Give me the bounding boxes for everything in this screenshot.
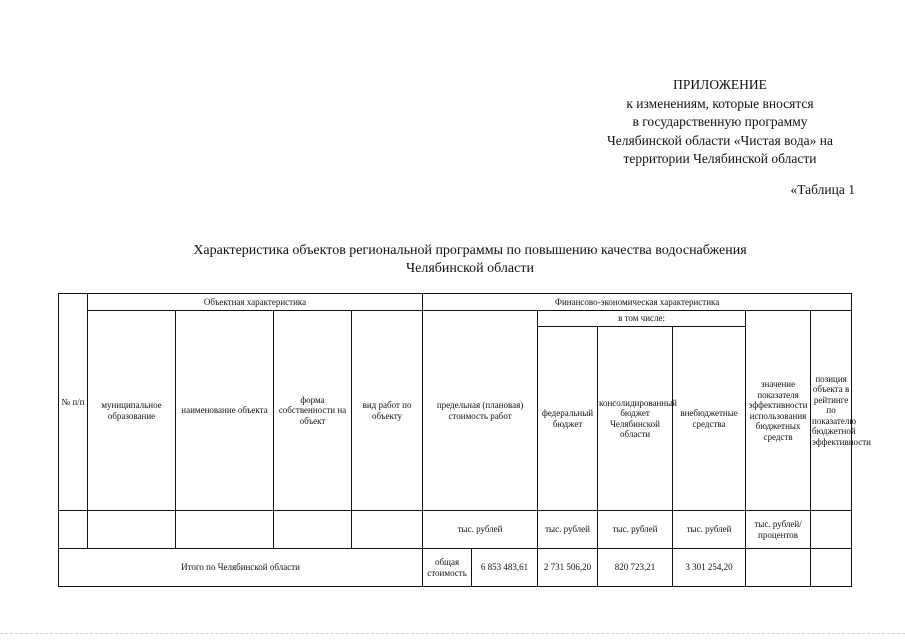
unit-federal: тыс. рублей [538, 511, 598, 549]
header-num: № п/п [59, 294, 88, 511]
total-efficiency-value [746, 549, 811, 587]
appendix-line: Челябинской области «Чистая вода» на [607, 132, 833, 148]
appendix-heading: ПРИЛОЖЕНИЕ [673, 77, 767, 92]
header-including: в том числе: [538, 311, 746, 327]
total-consolidated-value: 820 723,21 [598, 549, 673, 587]
scan-edge-artifact [0, 633, 905, 635]
units-cell-empty [176, 511, 274, 549]
units-cell-empty [274, 511, 352, 549]
table-caption: «Таблица 1 [790, 182, 855, 197]
document-title [120, 242, 820, 278]
units-cell-empty [59, 511, 88, 549]
header-efficiency: значение показателя эффективности использования бюджетных средств [746, 311, 811, 511]
units-cell-empty [88, 511, 176, 549]
appendix-line: территории Челябинской области [623, 151, 817, 166]
units-cell-empty [352, 511, 423, 549]
header-municipality: муниципальное образование [88, 311, 176, 511]
total-extrabudget-value: 3 301 254,20 [673, 549, 746, 587]
header-federal: федеральный бюджет [538, 327, 598, 511]
total-cost-label: общая стоимость [423, 549, 472, 587]
appendix-block [560, 76, 880, 169]
document-title-line: Характеристика объектов региональной программы по повышению качества водоснабжения [193, 243, 747, 258]
unit-efficiency: тыс. рублей/ процентов [746, 511, 811, 549]
appendix-line: в государственную программу [632, 114, 808, 129]
group-object-header: Объектная характеристика [88, 294, 423, 311]
total-federal-value: 2 731 506,20 [538, 549, 598, 587]
unit-consolidated: тыс. рублей [598, 511, 673, 549]
header-work-type: вид работ по объекту [352, 311, 423, 511]
total-rating-value [811, 549, 852, 587]
header-consolidated: консолидированный бюджет Челябинской области [598, 327, 673, 511]
header-extrabudget: внебюджетные средства [673, 327, 746, 511]
total-label: Итого по Челябинской области [59, 549, 423, 587]
document-title-line: Челябинской области [406, 261, 534, 276]
units-cell-empty [811, 511, 852, 549]
group-finance-header: Финансово-экономическая характеристика [423, 294, 852, 311]
total-row [59, 549, 852, 587]
header-rating: позиция объекта в рейтинге по показателю бюджетной эффективности [811, 311, 852, 511]
header-object-name: наименование объекта [176, 311, 274, 511]
header-cost: предельная (плановая) стоимость работ [423, 311, 538, 511]
header-ownership: форма собственности на объект [274, 311, 352, 511]
appendix-line: к изменениям, которые вносятся [626, 95, 814, 111]
unit-cost: тыс. рублей [423, 511, 538, 549]
unit-extrabudget: тыс. рублей [673, 511, 746, 549]
characteristics-table [58, 293, 871, 587]
total-cost-value: 6 853 483,61 [472, 549, 538, 587]
